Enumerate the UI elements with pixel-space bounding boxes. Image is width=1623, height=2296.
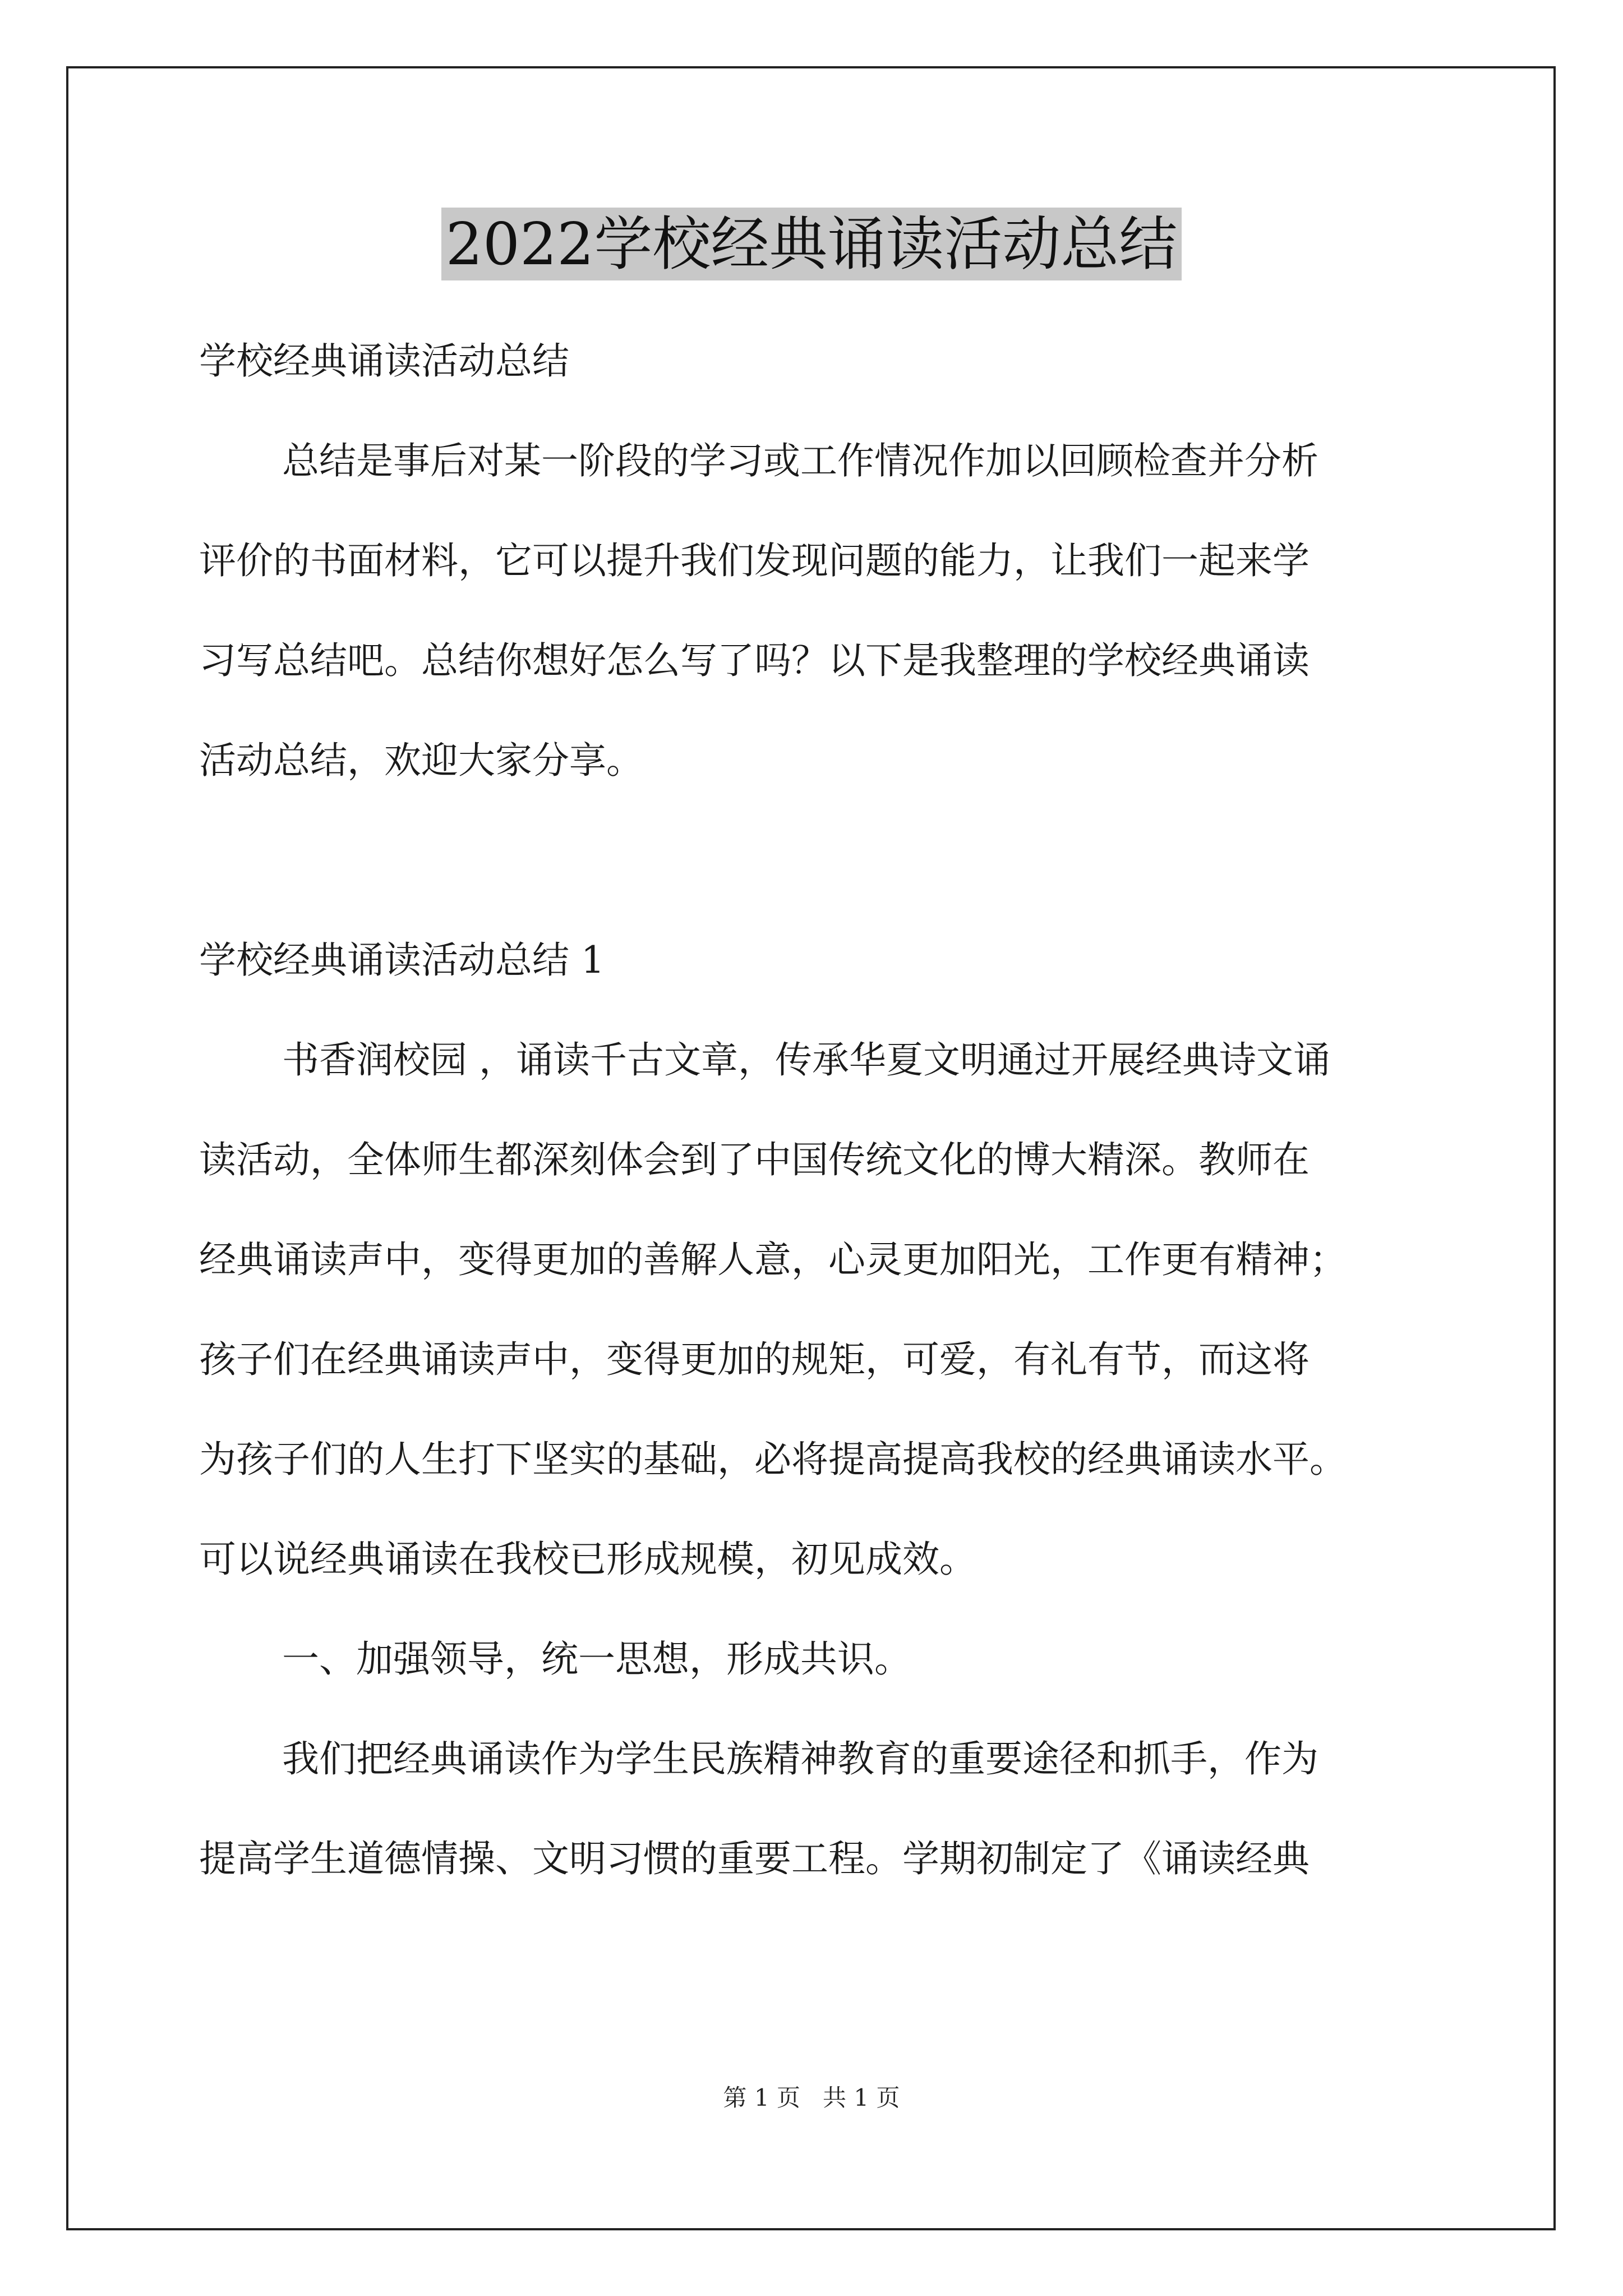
paragraph-gap xyxy=(199,811,1433,910)
body-line: 可以说经典诵读在我校已形成规模，初见成效。 xyxy=(199,1538,976,1581)
body-line: 读活动，全体师生都深刻体会到了中国传统文化的博大精深。教师在 xyxy=(199,1138,1310,1181)
title-container xyxy=(0,208,1623,280)
body-line: 书香润校园 ，诵读千古文章，传承华夏文明通过开展经典诗文诵 xyxy=(282,1038,1330,1082)
body-line: 评价的书面材料，它可以提升我们发现问题的能力，让我们一起来学 xyxy=(199,539,1310,582)
subsection-heading: 一、加强领导，统一思想，形成共识。 xyxy=(282,1637,911,1681)
body-line: 孩子们在经典诵读声中，变得更加的规矩，可爱，有礼有节，而这将 xyxy=(199,1338,1310,1381)
body-line: 我们把经典诵读作为学生民族精神教育的重要途径和抓手，作为 xyxy=(282,1737,1318,1780)
body-line: 习写总结吧。总结你想好怎么写了吗？以下是我整理的学校经典诵读 xyxy=(199,639,1310,682)
body-line: 经典诵读声中，变得更加的善解人意，心灵更加阳光，工作更有精神； xyxy=(199,1238,1347,1281)
body-line: 为孩子们的人生打下坚实的基础，必将提高提高我校的经典诵读水平。 xyxy=(199,1438,1347,1481)
body-line: 学校经典诵读活动总结 xyxy=(199,339,569,383)
document-title: 2022学校经典诵读活动总结 xyxy=(441,208,1182,280)
section-heading: 学校经典诵读活动总结 1 xyxy=(199,938,605,982)
body-line: 提高学生道德情操、文明习惯的重要工程。学期初制定了《诵读经典 xyxy=(199,1837,1310,1880)
document-body xyxy=(199,311,1433,1909)
page-footer: 第 1 页 共 1 页 xyxy=(723,2084,900,2111)
body-line: 活动总结，欢迎大家分享。 xyxy=(199,739,643,782)
body-line: 总结是事后对某一阶段的学习或工作情况作加以回顾检查并分析 xyxy=(282,439,1318,482)
